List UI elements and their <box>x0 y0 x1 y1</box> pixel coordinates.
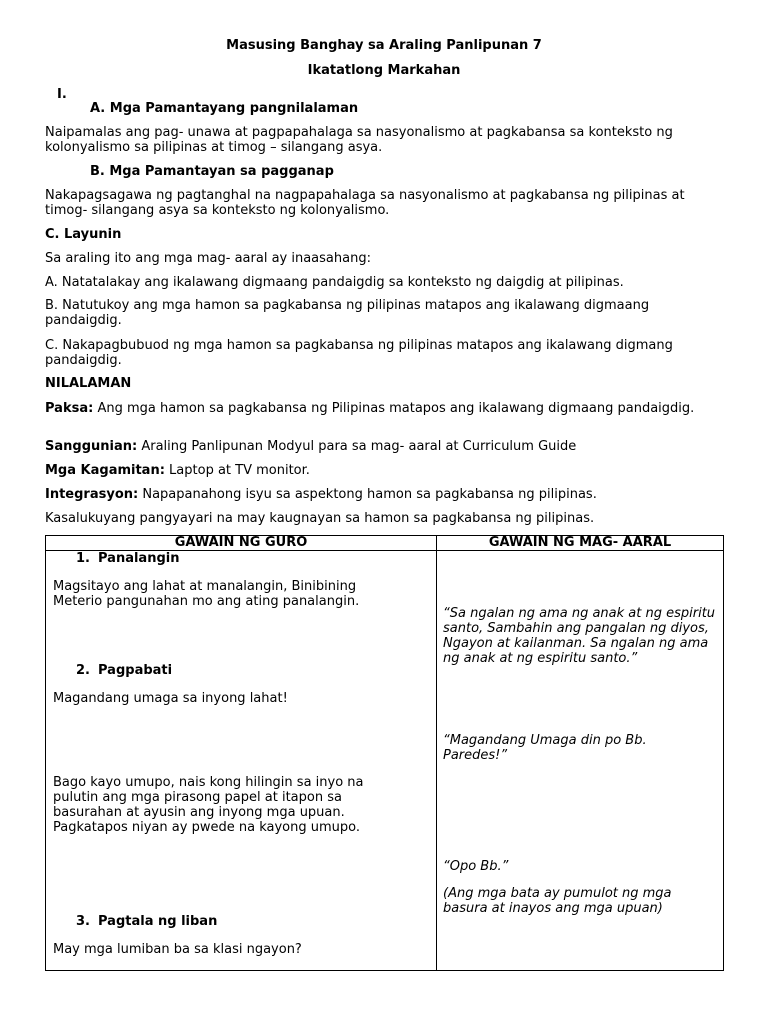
guro-cell <box>46 551 437 971</box>
column-header-guro: GAWAIN NG GURO <box>46 536 437 551</box>
guro-item2-instruction: Bago kayo umupo, nais kong hilingin sa inyo na pulutin ang mga pirasong papel at itapon sa basurahan at ayusin ang inyong mga upuan. Pagkatapos niyan ay pwede na kayong umupo. <box>53 775 364 835</box>
layunin-item-c: C. Nakapagbubuod ng mga hamon sa pagkabansa ng pilipinas matapos ang ikalawang digmang pandaigdig. <box>45 338 673 368</box>
mag-aaral-response-greeting: “Magandang Umaga din po Bb. Paredes!” <box>443 733 647 763</box>
guro-item2-number: 2. <box>76 663 90 678</box>
paksa-line <box>45 401 725 416</box>
document-title: Masusing Banghay sa Araling Panlipunan 7 <box>226 38 542 53</box>
kasalukuyang-line: Kasalukuyang pangyayari na may kaugnayan sa hamon sa pagkabansa ng pilipinas. <box>45 511 595 526</box>
guro-item3-number: 3. <box>76 914 90 929</box>
mag-aaral-response-prayer: “Sa ngalan ng ama ng anak at ng espiritu santo, Sambahin ang pangalan ng diyos, Ngayon at kailanman. Sa ngalan ng ama ng anak at ng espiritu santo.” <box>443 606 716 666</box>
guro-item2-text: Magandang umaga sa inyong lahat! <box>53 691 288 706</box>
document-subtitle: Ikatatlong Markahan <box>307 63 461 78</box>
kagamitan-line <box>45 463 725 478</box>
integrasyon-label: Integrasyon: <box>45 487 139 502</box>
guro-item1-number: 1. <box>76 551 90 566</box>
guro-item1-title: Panalangin <box>98 551 180 566</box>
heading-pamantayan-pagganap: B. Mga Pamantayan sa pagganap <box>90 164 334 179</box>
table-header-row <box>46 536 724 551</box>
sanggunian-label: Sanggunian: <box>45 439 138 454</box>
integrasyon-text: Napapanahong isyu sa aspektong hamon sa pagkabansa ng pilipinas. <box>138 487 597 502</box>
lesson-table <box>45 535 724 971</box>
heading-nilalaman: NILALAMAN <box>45 376 132 391</box>
kagamitan-text: Laptop at TV monitor. <box>164 463 310 478</box>
body-pamantayan-pagganap: Nakapagsagawa ng pagtanghal na nagpapahalaga sa nasyonalismo at pagkabansa ng pilipinas at timog- silangang asya sa konteksto ng kolonyalismo. <box>45 188 685 218</box>
heading-pamantayang-pangnilalaman: A. Mga Pamantayang pangnilalaman <box>90 101 359 116</box>
paksa-label: Paksa: <box>45 401 94 416</box>
heading-layunin: C. Layunin <box>45 227 122 242</box>
table-row <box>46 551 724 971</box>
guro-item3-title: Pagtala ng liban <box>98 914 218 929</box>
sanggunian-line <box>45 439 725 454</box>
paksa-text: Ang mga hamon sa pagkabansa ng Pilipinas matapos ang ikalawang digmaang pandaigdig. <box>93 401 695 416</box>
guro-item1-text: Magsitayo ang lahat at manalangin, Binibining Meterio pangunahan mo ang ating panalangin. <box>53 579 360 609</box>
sanggunian-text: Araling Panlipunan Modyul para sa mag- aaral at Curriculum Guide <box>137 439 577 454</box>
kagamitan-label: Mga Kagamitan: <box>45 463 165 478</box>
guro-item3-text: May mga lumiban ba sa klasi ngayon? <box>53 942 302 957</box>
body-pamantayang-pangnilalaman: Naipamalas ang pag- unawa at pagpapahalaga sa nasyonalismo at pagkabansa sa konteksto ng kolonyalismo sa pilipinas at timog – silangang asya. <box>45 125 673 155</box>
mag-aaral-response-opo: “Opo Bb.” <box>443 859 509 874</box>
layunin-item-b: B. Natutukoy ang mga hamon sa pagkabansa ng pilipinas matapos ang ikalawang digmaang pandaigdig. <box>45 298 650 328</box>
integrasyon-line <box>45 487 725 502</box>
layunin-item-a: A. Natatalakay ang ikalawang digmaang pandaigdig sa konteksto ng daigdig at pilipinas. <box>45 275 624 290</box>
mag-aaral-cell <box>437 551 724 971</box>
guro-item2-title: Pagpabati <box>98 663 173 678</box>
mag-aaral-response-action: (Ang mga bata ay pumulot ng mga basura at inayos ang mga upuan) <box>443 886 672 916</box>
layunin-intro: Sa araling ito ang mga mag- aaral ay inaasahang: <box>45 251 371 266</box>
column-header-mag-aaral: GAWAIN NG MAG- AARAL <box>437 536 724 551</box>
roman-numeral: I. <box>57 87 67 102</box>
